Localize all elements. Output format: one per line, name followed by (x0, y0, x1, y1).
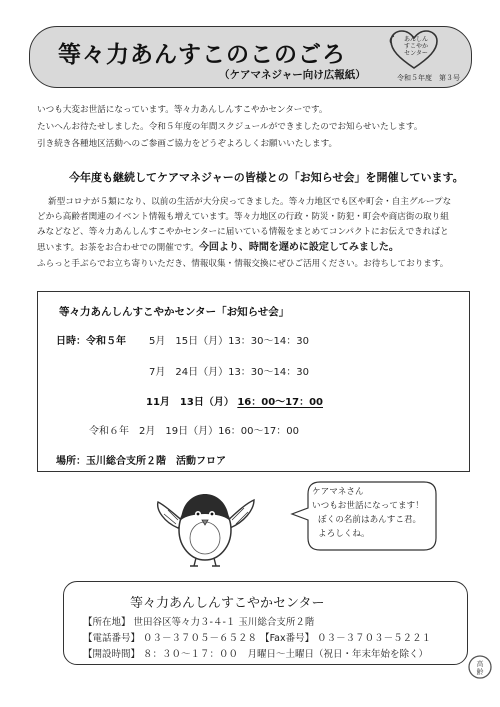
bubble-text (302, 485, 424, 541)
hours-row (83, 646, 428, 660)
hours-value: ８：３０～１７：００ 月曜日～土曜日（祝日・年末年始を除く） (143, 649, 429, 660)
bubble-line-4: よろしくね。 (318, 529, 370, 539)
bubble-line-3: ぼくの名前はあんすこ君。 (318, 515, 422, 525)
bubble-line-2: いつもお世話になってます！ (312, 501, 424, 511)
body-line-2: どから高齢者関連のイベント情報も増えています。等々力地区の行政・防災・防犯・町会や商店街の取り組 (37, 212, 449, 222)
logo-line-2: すこやか (404, 43, 429, 50)
intro-line-3: 引き続き各種地区活動へのご参画ご協力をどうぞよろしくお願いいたします。 (37, 139, 338, 149)
schedule-row-1: 5月 15日（月）13：30～14：30 (149, 336, 309, 347)
schedule-label: 日時：令和５年 (56, 336, 126, 347)
body-line-4-emphasis: 今回より、時間を遅めに設定してみました。 (198, 242, 399, 253)
svg-text:高: 高 (476, 660, 484, 668)
phone-label: 【電話番号】 (83, 633, 141, 644)
schedule-row-3 (146, 393, 323, 408)
body-line-1: 新型コロナが５類になり、以前の生活が大分戻ってきました。等々力地区でも区や町会・自主グループな (48, 197, 452, 207)
schedule-row-3-time: 16：00～17：00 (237, 397, 323, 408)
phone-value: ０３－３７０５－６５２８ (143, 633, 258, 644)
fax-value: ０３－３７０３－５２２１ (317, 633, 432, 644)
stamp-icon (467, 652, 493, 682)
schedule-row-2: 7月 24日（月）13：30～14：30 (149, 367, 309, 378)
address-value: 世田谷区等々力３-４-１ 玉川総合支所２階 (133, 617, 315, 628)
address-label: 【所在地】 (83, 617, 131, 628)
hours-label: 【開設時間】 (83, 649, 141, 660)
body-line-4 (37, 240, 399, 256)
bubble-line-1: ケアマネさん (312, 487, 364, 497)
schedule-venue: 場所：玉川総合支所２階 活動フロア (56, 456, 226, 467)
intro-line-1: いつも大変お世話になっています。等々力あんしんすこやかセンターです。 (37, 105, 328, 115)
headline: 今年度も継続してケアマネジャーの皆様との「お知らせ会」を開催しています。 (69, 171, 464, 184)
issue-number: 令和５年度 第３号 (397, 74, 460, 82)
newsletter-title: 等々力あんすこのこのごろ (58, 42, 346, 68)
mascot-bird-icon (150, 480, 260, 570)
logo-line-3: センター (404, 50, 428, 57)
logo-line-1: あんしん (404, 36, 429, 43)
schedule-row-3-date: 11月 13日（月） (146, 397, 234, 408)
schedule-row-4: 令和６年 2月 19日（月）16：00～17：00 (89, 426, 299, 437)
intro-line-2: たいへんお待たせしました。令和５年度の年間スクジュールができましたのでお知らせいたします。 (37, 122, 423, 132)
center-name: 等々力あんしんすこやかセンター (130, 596, 325, 611)
newsletter-subtitle: （ケアマネジャー向け広報紙） (219, 69, 366, 81)
phone-row (83, 630, 431, 644)
schedule-title: 等々力あんしんすこやかセンター「お知らせ会」 (59, 306, 290, 318)
body-line-5: ふらっと手ぶらでお立ち寄りいただき、情報収集・情報交換にぜひご活用ください。お待ちしております。 (37, 259, 449, 269)
address-row (83, 614, 314, 628)
svg-text:齢: 齢 (476, 668, 484, 676)
body-line-4-lead: 思います。お茶をお合わせでの開催です。 (37, 243, 199, 253)
logo-text (404, 36, 428, 57)
body-line-3: みなどなど、等々力あんしんすこやかセンターに届いている情報をまとめてコンパクトにお伝えできればと (37, 227, 449, 237)
fax-label: 【Fax番号】 (260, 633, 315, 644)
